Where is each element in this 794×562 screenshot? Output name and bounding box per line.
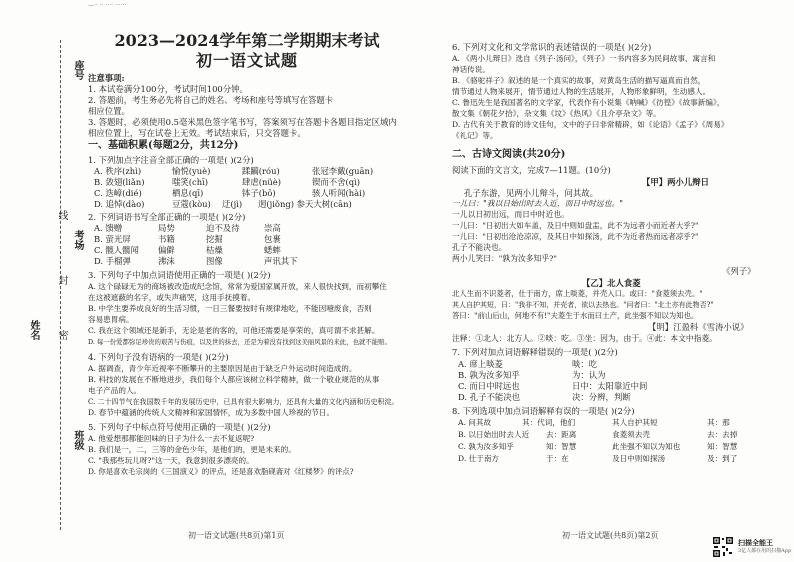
- option-cell: 决：分辨，判断: [572, 392, 631, 402]
- q4-option: C. 二十四节气在我国数千年的发展历史中，已具有很大影响力，还具有大量的文化内涵和历史积淀。: [88, 398, 399, 406]
- name-label: 姓名: [28, 320, 39, 340]
- option-cell: D. 追悼(dào): [94, 199, 145, 209]
- option-cell: A. 席上啖菱: [458, 359, 503, 369]
- q4-option: D. 春节中蕴涵的传统人文精神和家国情怀，成为多数中国人珍视的节日。: [88, 408, 335, 417]
- q6-option: 神话传说。: [452, 65, 490, 74]
- exam-title: 2023—2024学年第二学期期末考试: [114, 31, 380, 50]
- passage-b-line: 其人自护其短，曰："我非不知，并壳者，欲以去热也。"问者曰："北土亦有此物否?": [452, 301, 714, 309]
- question-4: 4. 下列句子没有语病的一项是( )(2分): [88, 352, 229, 362]
- option-cell: 其：代词，他们: [522, 418, 576, 427]
- q6-option: 散文集《朝花夕拾》，杂文集《坟》《热风》《且介亭杂文》等。: [452, 109, 661, 118]
- option-cell: C. 迭嶂(dié): [94, 188, 142, 198]
- option-cell: 豆蔻(kòu): [172, 199, 211, 209]
- q5-option: B. 我们是一，二，三等的金色少年，是他们的，更是未来的。: [88, 445, 296, 454]
- q6-option: A. 《两小儿辩日》选自《列子·汤问》，《列子》一书内容多为民间故事、寓言和: [452, 54, 716, 63]
- option-cell: 日中：太阳靠近中间: [572, 381, 648, 391]
- option-cell: 偏僻: [158, 245, 175, 255]
- option-cell: B. 萤光屏: [94, 234, 131, 244]
- option-cell: 食菱须去壳: [612, 430, 650, 439]
- annotations: 注释：①北人：北方人。②啖：吃。③坐：因为，由于。④此：本文中指菱。: [452, 334, 718, 343]
- q3-option: D. 每一份爱都弥足珍贵的艰苦与伤痕，以及世的抹去，还是为着没有找到这美丽风景的来此，也就不能赔。: [88, 338, 391, 346]
- question-5: 5. 下列句子中标点符号使用正确的一项是( )(2分): [88, 422, 271, 432]
- option-cell: 嗤笑(chī): [172, 177, 209, 187]
- binding-line: [60, 40, 61, 530]
- note-line: 相应位置。: [88, 106, 130, 116]
- option-cell: 去：距离: [546, 430, 577, 439]
- option-cell: 迂(jì): [222, 199, 243, 209]
- binding-dense-text: 密: [56, 330, 67, 340]
- qr-code-icon: [712, 536, 734, 558]
- option-cell: 挖掘: [206, 234, 223, 244]
- option-cell: D. 仕于南方: [458, 454, 500, 463]
- note-line: 相应位置上，写在试卷上无效。考试结束后，只交答题卡。: [88, 128, 306, 138]
- passage-b-source: 【明】江盈科《雪涛小说》: [648, 322, 749, 332]
- exam-subtitle: 初一语文试题: [195, 51, 298, 70]
- class-label: 班级: [72, 430, 83, 450]
- option-cell: 知：智慧: [707, 442, 738, 451]
- option-cell: 栖息(qī): [172, 188, 204, 198]
- passage-a-line: 一儿以日初出远，而日中时近也。: [452, 210, 569, 219]
- option-cell: 局势: [158, 223, 175, 233]
- passage-a-line: 一儿曰："日初出沧沧凉凉，及其日中如探汤，此不为近者热而远者凉乎?": [452, 232, 699, 241]
- notes-heading: 注意事项:: [88, 73, 125, 83]
- option-cell: 崇高: [264, 223, 281, 233]
- q3-option: C. 我在这个领域还是新手，无论是老的客的，可他还需要是享荣的，真可谓不求甚解。: [88, 326, 380, 335]
- q6-option: D. 古代有关于教育的诗文佳句，文中的子曰非常精辟，如《论语》《孟子》《周易》: [452, 120, 729, 129]
- q4-option: A. 据调查，青少年近视率不断攀升的主要原因是由于缺乏户外运动时间造成的。: [88, 364, 357, 373]
- q6-option: C. 鲁迅先生是我国著名的文学家，代表作有小说集《呐喊》《彷徨》《故事新编》，: [452, 98, 725, 107]
- option-cell: 书籍: [158, 234, 175, 244]
- page-footer-right: 初一语文试题(共8页)第2页: [562, 531, 659, 540]
- option-cell: 包裹: [264, 234, 281, 244]
- question-8: 8. 下列选项中加点词语解释有误的一项是( )(2分): [452, 406, 635, 416]
- option-cell: 蹂躏(róu): [242, 166, 280, 176]
- scanner-tagline: 3亿人都在用的扫描App: [738, 548, 792, 554]
- option-cell: 其：那: [707, 418, 730, 427]
- passage-a-line: 孔子不能决也。: [452, 243, 507, 252]
- q4-option: 电子产品的人。: [88, 386, 142, 395]
- option-cell: C. 髋人髋闻: [94, 245, 139, 255]
- section-2-heading: 二、古诗文阅读(共20分): [452, 149, 566, 160]
- note-line: 2. 答题前，考生务必先将自己的姓名、考场和座号等填写在答题卡: [88, 95, 334, 105]
- header-note: —·· ·· ···· ······: [88, 2, 127, 9]
- option-cell: A. 馈赠: [94, 223, 123, 233]
- question-3: 3. 下列句子中加点词语使用正确的一项是( )(2分): [88, 270, 271, 280]
- reading-intro: 阅读下面的文言文，完成7—11题。(10分): [452, 165, 611, 175]
- option-cell: 肆虐(nüè): [242, 177, 282, 187]
- q6-option: 情节通过人物来展开，情节通过人物的生活展开，人物形象鲜明，生动感人。: [452, 87, 711, 96]
- q3-option: B. 中学生要养成良好的生活习惯，一日三餐要按时有规律地吃，不能因噎废食，否则: [88, 304, 372, 313]
- option-cell: C. 而日中时远也: [458, 381, 520, 391]
- option-cell: D. 手榴弹: [94, 256, 131, 266]
- q5-option: C. "我那些玩儿呀?"这一天，我意到很多漂亮的。: [88, 456, 254, 465]
- option-cell: A. 秩序(zhì): [94, 166, 142, 176]
- q5-option: D. 你是喜欢毛宗岗的《三国演义》的评点，还是喜欢脂砚斋对《红楼梦》的评点?: [88, 467, 354, 476]
- passage-a-title: 【甲】两小儿辩日: [642, 177, 709, 187]
- passage-a-line: 孔子东游，见两小儿辩斗，问其故。: [464, 188, 598, 198]
- q4-option: B. 科技的发展在不断地进步，我们每个人都应该树立科学精神，做一个敬业规范的从事: [88, 375, 380, 384]
- option-cell: 蟋蟀: [264, 245, 281, 255]
- passage-a-source: 《列子》: [722, 266, 756, 276]
- note-line: 3. 答题时，必须使用0.5毫米黑色签字笔书写，答案须写在答题卡各题目指定区域内: [88, 117, 397, 127]
- option-cell: 为：认为: [572, 370, 606, 380]
- option-cell: 张冠李戴(guān): [312, 166, 374, 176]
- passage-a-line: 两小儿笑曰："孰为汝多知乎?": [452, 254, 557, 263]
- passage-a-line: 一儿曰："我以日始出时去人近，而日中时远也。": [452, 199, 623, 208]
- option-cell: 去：去掉: [707, 430, 738, 439]
- option-cell: 知：智慧: [546, 442, 577, 451]
- q3-option: A. 这个碌碌无为的商场被改造成纪念馆，常常为爱国家属开放，来人很快找到，而初攀住: [88, 282, 387, 291]
- note-line: 1. 本试卷满分100分，考试时间100分钟。: [88, 84, 248, 94]
- option-cell: C. 孰为汝多知乎: [458, 442, 514, 451]
- option-cell: 此坐强不知以为知也: [612, 442, 681, 451]
- option-cell: 锲而不舍(qì): [312, 177, 361, 187]
- binding-seal-text: 封: [56, 275, 67, 285]
- q5-option: A. 他爱想那都能回味的日子为什么一去不复返呢?: [88, 434, 255, 443]
- passage-a-line: 一儿曰："日初出大如车盖，及日中则如盘盂，此不为远者小而近者大乎?": [452, 221, 699, 230]
- binding-line-text: 线: [56, 210, 67, 220]
- q6-option: 《礼记》等。: [452, 131, 498, 140]
- option-cell: 及日中则如探汤: [612, 454, 666, 463]
- option-cell: D. 孔子不能决也: [458, 392, 520, 402]
- room-label: 考场: [72, 230, 83, 250]
- seat-label: 座号: [72, 60, 83, 80]
- option-cell: 迥(jiǒng) 参天大树(cān): [258, 199, 352, 209]
- question-7: 7. 下列对加点词语解释错误的一项是( )(2分): [452, 347, 618, 357]
- option-cell: 钵子(bō): [242, 188, 276, 198]
- scanner-brand: 扫描全能王: [738, 538, 773, 547]
- option-cell: 迫不及待: [206, 223, 240, 233]
- option-cell: 啖：吃: [572, 359, 598, 369]
- option-cell: 及：到了: [707, 454, 738, 463]
- passage-b-line: 答曰："前山后山，何地不有!"夫菱生于水而曰土产，此坐强不知以为知也。: [452, 311, 699, 320]
- option-cell: 愉悦(yuè): [172, 166, 211, 176]
- q3-option: 容易患胃病。: [88, 315, 134, 324]
- question-6: 6. 下列对文化和文学常识的表述错误的一项是( )(2分): [452, 42, 652, 52]
- option-cell: B. 敛翅(liǎn): [94, 177, 145, 187]
- section-1-heading: 一、基础积累(每题2分，共12分): [88, 140, 239, 151]
- option-cell: 图像: [206, 256, 223, 266]
- option-cell: B. 孰为汝多知乎: [458, 370, 520, 380]
- option-cell: 骇人听闻(hài): [312, 188, 366, 198]
- passage-b-title: 【乙】北人食菱: [582, 278, 641, 288]
- q3-option: 在这被遮蔽的名字，或失声痛哭，这用手抚摸着。: [88, 293, 256, 302]
- q6-option: B. 《骆驼祥子》叙述的是一个真实的故事，对黄岛生活的描写逼真而自然，: [452, 76, 706, 85]
- question-1: 1. 下列加点字注音全部正确的一项是( )(2分): [88, 155, 254, 165]
- question-2: 2. 下列词语书写全部正确的一项是( )(2分): [88, 212, 246, 222]
- option-cell: 于：在: [546, 454, 569, 463]
- page-footer-left: 初一语文试题(共8页)第1页: [188, 531, 285, 540]
- option-cell: A. 问其故: [458, 418, 492, 427]
- option-cell: 沸沫: [158, 256, 175, 266]
- option-cell: 枯燥: [206, 245, 223, 255]
- option-cell: B. 以日始出时去人近: [458, 430, 530, 439]
- option-cell: 声讯其下: [264, 256, 298, 266]
- passage-b-line: 北人生而不识菱者，仕于南方，席上啖菱，并壳入口。或曰："食菱须去壳。": [452, 289, 703, 298]
- option-cell: 其人自护其短: [612, 418, 658, 427]
